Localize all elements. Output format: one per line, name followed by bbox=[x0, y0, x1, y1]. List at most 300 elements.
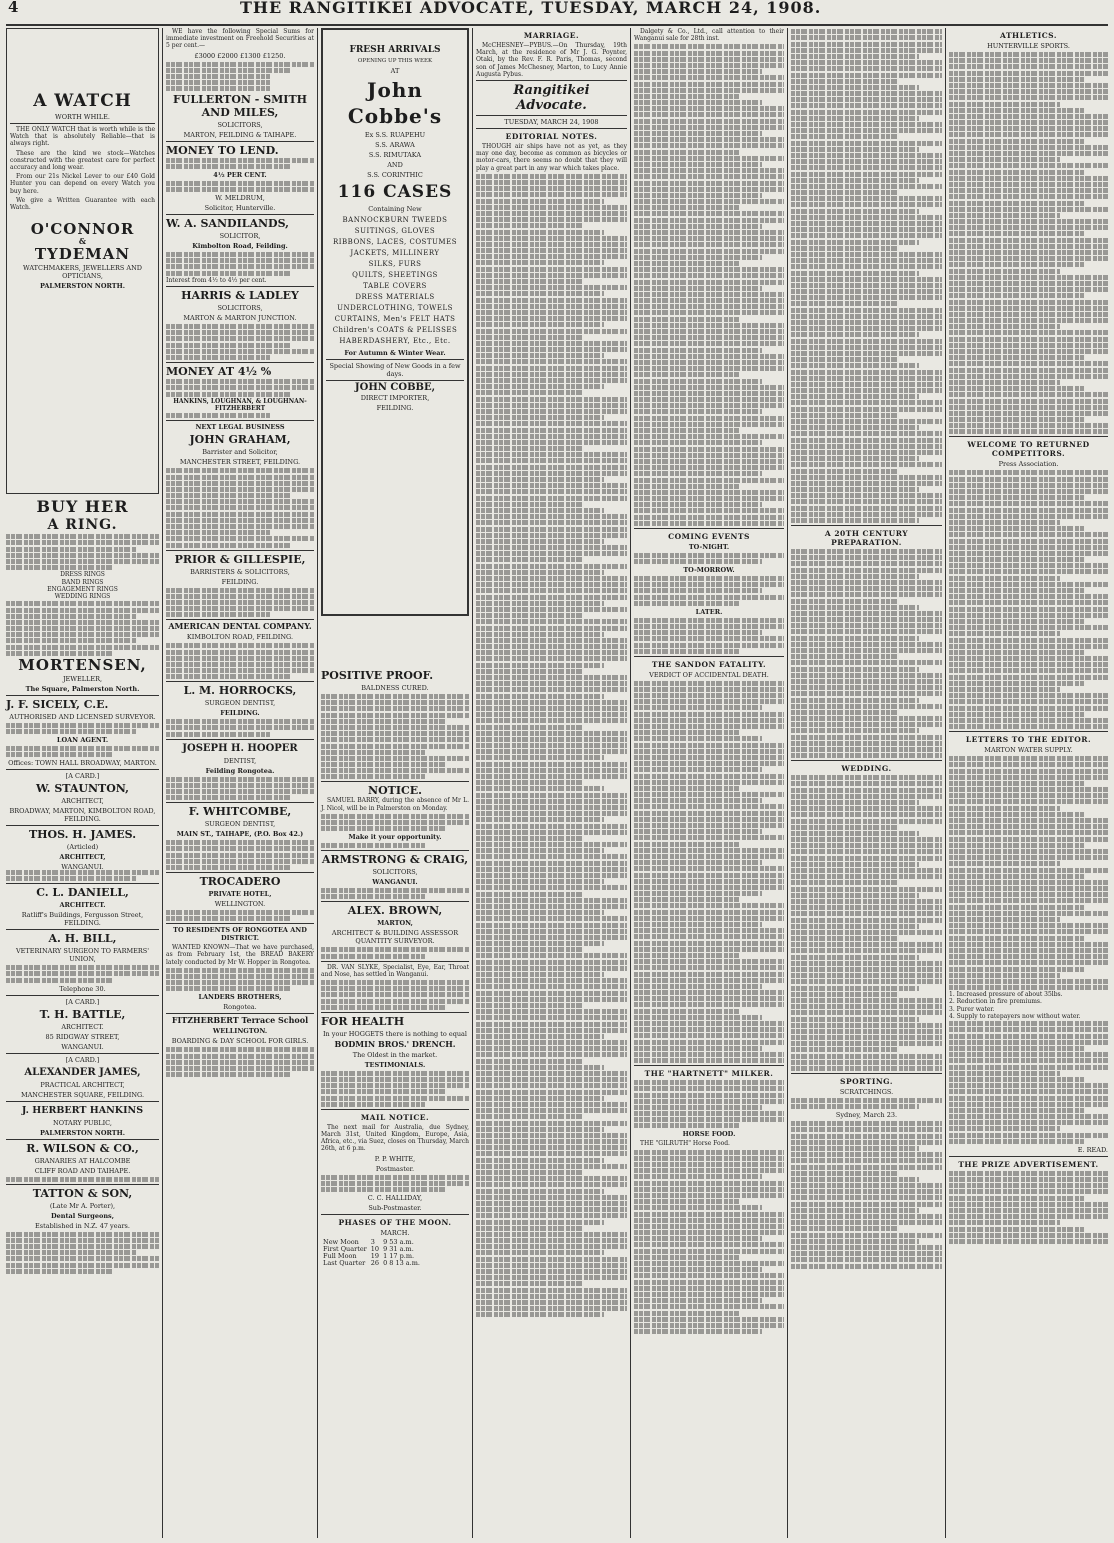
text-line bbox=[476, 1121, 627, 1126]
text-line bbox=[949, 1058, 1108, 1063]
text-line bbox=[791, 1264, 942, 1269]
text-line bbox=[791, 29, 942, 34]
text-line bbox=[949, 392, 1108, 397]
text-line bbox=[791, 1041, 942, 1046]
text-line bbox=[949, 1083, 1108, 1088]
text-line bbox=[949, 495, 1084, 500]
text-line bbox=[476, 1052, 627, 1057]
text-line bbox=[634, 984, 762, 989]
text-line bbox=[949, 775, 1108, 780]
text-line bbox=[634, 749, 784, 754]
tatton-name: TATTON & SON, bbox=[32, 1186, 133, 1200]
text-line bbox=[476, 848, 604, 853]
text-line bbox=[634, 366, 784, 371]
text-line bbox=[791, 141, 942, 146]
text-line bbox=[791, 781, 942, 786]
text-line bbox=[791, 979, 942, 984]
text-line bbox=[791, 215, 942, 220]
text-line bbox=[949, 231, 1084, 236]
hankins-name: J. HERBERT HANKINS bbox=[21, 1104, 144, 1116]
text-line bbox=[791, 116, 919, 121]
text-line bbox=[476, 1139, 627, 1144]
text-line bbox=[634, 786, 739, 791]
text-line bbox=[949, 312, 1108, 317]
text-line bbox=[476, 1220, 604, 1225]
page-number: 4 bbox=[8, 0, 19, 16]
century-preparation: A 20TH CENTURY PREPARATION. bbox=[824, 529, 909, 547]
text-line bbox=[949, 145, 1108, 150]
text-line bbox=[949, 638, 1108, 643]
bill-name: A. H. BILL, bbox=[48, 932, 117, 946]
text-line bbox=[476, 372, 627, 377]
alexjames-name: ALEXANDER JAMES, bbox=[24, 1066, 141, 1078]
text-line bbox=[949, 724, 1108, 729]
text-line bbox=[476, 533, 627, 538]
welcome-heading: WELCOME TO RETURNED COMPETITORS. bbox=[967, 440, 1090, 459]
text-line bbox=[949, 942, 1108, 947]
text-line bbox=[634, 1267, 762, 1272]
text-line bbox=[476, 211, 627, 216]
text-line bbox=[476, 1015, 627, 1020]
text-line bbox=[476, 527, 627, 532]
text-line bbox=[949, 954, 1108, 959]
text-line bbox=[949, 793, 1108, 798]
text-line bbox=[634, 1009, 739, 1014]
text-line bbox=[476, 1127, 604, 1132]
text-line bbox=[791, 1214, 942, 1219]
text-line bbox=[791, 555, 942, 560]
text-line bbox=[791, 184, 942, 189]
text-line bbox=[634, 780, 784, 785]
text-line bbox=[476, 638, 627, 643]
text-line bbox=[634, 521, 784, 526]
text-line bbox=[476, 1238, 627, 1243]
text-line bbox=[634, 379, 762, 384]
text-line bbox=[949, 818, 1108, 823]
text-line bbox=[949, 1220, 1060, 1225]
mail-notice: MAIL NOTICE. bbox=[360, 1112, 430, 1122]
text-line bbox=[634, 119, 784, 124]
text-line bbox=[949, 594, 1108, 599]
text-line bbox=[634, 131, 762, 136]
text-line bbox=[476, 1102, 627, 1107]
text-line bbox=[634, 317, 739, 322]
sandilands-name: W. A. SANDILANDS, bbox=[166, 217, 289, 231]
moon-title: PHASES OF THE MOON. bbox=[338, 1217, 452, 1227]
text-line bbox=[634, 143, 784, 148]
text-line bbox=[949, 1046, 1084, 1051]
text-line bbox=[949, 163, 1108, 168]
text-line bbox=[634, 230, 784, 235]
text-line bbox=[634, 996, 784, 1001]
text-line bbox=[476, 706, 627, 711]
text-line bbox=[791, 388, 942, 393]
text-line bbox=[791, 704, 942, 709]
text-line bbox=[949, 470, 1108, 475]
advocate-masthead: Rangitikei Advocate. bbox=[513, 83, 590, 114]
text-line bbox=[634, 928, 784, 933]
text-line bbox=[791, 1127, 942, 1132]
coming-events: COMING EVENTS bbox=[668, 531, 750, 541]
text-line bbox=[791, 642, 942, 647]
sandon-fatality: THE SANDON FATALITY. bbox=[651, 659, 767, 669]
text-line bbox=[476, 1059, 582, 1064]
text-line bbox=[791, 1047, 897, 1052]
text-line bbox=[476, 1244, 627, 1249]
text-line bbox=[791, 438, 942, 443]
text-line bbox=[791, 722, 942, 727]
text-line bbox=[949, 89, 1108, 94]
text-line bbox=[791, 1183, 942, 1188]
text-line bbox=[949, 201, 1084, 206]
header-rule bbox=[6, 24, 1108, 26]
text-line bbox=[476, 242, 627, 247]
text-line bbox=[791, 233, 942, 238]
text-line bbox=[949, 656, 1108, 661]
text-line bbox=[476, 236, 627, 241]
text-line bbox=[791, 1233, 942, 1238]
masthead-title: THE RANGITIKEI ADVOCATE, TUESDAY, MARCH 24, 1908. bbox=[240, 0, 822, 17]
text-line bbox=[791, 1004, 942, 1009]
text-line bbox=[476, 663, 604, 668]
text-line bbox=[476, 1046, 627, 1051]
text-line bbox=[476, 471, 627, 476]
text-line bbox=[476, 378, 627, 383]
text-line bbox=[476, 1096, 604, 1101]
text-line bbox=[949, 77, 1084, 82]
text-line bbox=[791, 794, 942, 799]
text-line bbox=[949, 1183, 1108, 1188]
text-line bbox=[949, 293, 1084, 298]
text-line bbox=[634, 1304, 784, 1309]
text-line bbox=[949, 545, 1108, 550]
text-line bbox=[476, 595, 627, 600]
text-line bbox=[949, 769, 1108, 774]
text-line bbox=[634, 1317, 784, 1322]
text-line bbox=[634, 137, 784, 142]
text-line bbox=[949, 687, 1060, 692]
text-line bbox=[634, 854, 784, 859]
prize-advert: THE PRIZE ADVERTISEMENT. bbox=[958, 1159, 1099, 1169]
text-line bbox=[476, 458, 627, 463]
text-line bbox=[634, 273, 784, 278]
text-line bbox=[476, 1028, 627, 1033]
text-line bbox=[791, 1023, 942, 1028]
text-line bbox=[476, 588, 627, 593]
text-line bbox=[634, 385, 784, 390]
text-line bbox=[791, 357, 897, 362]
text-line bbox=[791, 202, 942, 207]
text-line bbox=[634, 1261, 784, 1266]
text-line bbox=[949, 306, 1108, 311]
text-line bbox=[949, 1071, 1060, 1076]
text-line bbox=[476, 260, 604, 265]
text-line bbox=[949, 361, 1108, 366]
text-line bbox=[791, 654, 897, 659]
text-line bbox=[476, 353, 604, 358]
text-line bbox=[791, 400, 942, 405]
text-line bbox=[476, 836, 582, 841]
text-line bbox=[634, 341, 784, 346]
text-line bbox=[476, 1257, 627, 1262]
text-line bbox=[791, 905, 942, 910]
moon-table bbox=[321, 1239, 422, 1268]
text-line bbox=[634, 774, 784, 779]
column-6: A 20TH CENTURY PREPARATION. WEDDING. SPORTING. SCRATCHINGS. Sydney, March 23. bbox=[791, 28, 942, 1538]
text-line bbox=[949, 324, 1060, 329]
text-line bbox=[634, 502, 762, 507]
text-line bbox=[949, 1108, 1084, 1113]
text-line bbox=[634, 397, 784, 402]
text-line bbox=[476, 650, 627, 655]
text-line bbox=[634, 681, 784, 686]
text-line bbox=[949, 1120, 1108, 1125]
text-line bbox=[634, 1286, 784, 1291]
text-line bbox=[791, 800, 919, 805]
text-line bbox=[949, 787, 1108, 792]
text-line bbox=[791, 617, 942, 622]
text-line bbox=[791, 1066, 942, 1071]
text-line bbox=[949, 569, 1108, 574]
text-line bbox=[476, 904, 627, 909]
text-line bbox=[634, 490, 784, 495]
text-line bbox=[791, 868, 942, 873]
text-line bbox=[476, 774, 627, 779]
text-line bbox=[634, 699, 784, 704]
text-line bbox=[476, 626, 627, 631]
text-line bbox=[949, 855, 1108, 860]
text-line bbox=[949, 300, 1108, 305]
text-line bbox=[634, 885, 784, 890]
text-line bbox=[476, 421, 627, 426]
text-line bbox=[791, 258, 942, 263]
text-line bbox=[791, 103, 942, 108]
text-line bbox=[949, 244, 1108, 249]
text-line bbox=[476, 737, 627, 742]
text-line bbox=[791, 660, 942, 665]
text-line bbox=[634, 1205, 762, 1210]
fitzherbert-school: FITZHERBERT Terrace School bbox=[171, 1015, 309, 1026]
text-line bbox=[476, 316, 627, 321]
text-line bbox=[791, 85, 919, 90]
text-line bbox=[791, 673, 942, 678]
harris-name: HARRIS & LADLEY bbox=[181, 289, 299, 303]
text-line bbox=[634, 1002, 784, 1007]
text-line bbox=[791, 893, 919, 898]
text-line bbox=[634, 267, 784, 272]
text-line bbox=[949, 287, 1108, 292]
text-line bbox=[949, 1052, 1108, 1057]
text-line bbox=[476, 879, 604, 884]
text-line bbox=[634, 1150, 784, 1155]
text-line bbox=[634, 236, 784, 241]
text-line bbox=[791, 518, 919, 523]
text-line bbox=[949, 631, 1060, 636]
text-line bbox=[949, 219, 1108, 224]
text-line bbox=[791, 568, 942, 573]
text-line bbox=[949, 619, 1084, 624]
text-line bbox=[791, 1158, 942, 1163]
text-line bbox=[476, 434, 627, 439]
cobbe-advert: FRESH ARRIVALS OPENING UP THIS WEEK AT John Cobbe's Ex S.S. RUAPEHU S.S. ARAWA S.S. RIMUTAKA AND S.S. CORINTHIC 116 CASES Containing New BANNOCKBURN TWEEDS SUITINGS, GLOVES RIBBONS, LACES, COSTUMES JACKETS, MILLINERY SILKS, FURS QUILTS, SHEETINGS TABLE COVERS DRESS MATERIALS UNDERCLOTHING, TOWELS CURTAINS, Men's FELT HATS Children's COATS & PELISSES HABERDASHERY, Etc., Etc. For Autumn & Winter Wear. Special Showing of New Goods in a few days. JOHN COBBE, DIRECT IMPORTER, FEILDING. bbox=[321, 28, 469, 616]
text-line bbox=[476, 656, 627, 661]
text-line bbox=[476, 786, 604, 791]
text-line bbox=[949, 132, 1108, 137]
text-line bbox=[634, 484, 739, 489]
text-line bbox=[476, 910, 604, 915]
text-line bbox=[791, 605, 919, 610]
text-line bbox=[949, 1040, 1108, 1045]
text-line bbox=[949, 520, 1060, 525]
text-line bbox=[476, 1034, 604, 1039]
fullerton-name: FULLERTON - SMITH AND MILES, bbox=[172, 92, 308, 119]
text-line bbox=[634, 718, 784, 723]
text-line bbox=[949, 756, 1108, 761]
text-line bbox=[476, 725, 582, 730]
text-line bbox=[476, 1114, 582, 1119]
text-line bbox=[476, 366, 627, 371]
text-line bbox=[791, 240, 919, 245]
cases-count: 116 CASES bbox=[337, 182, 453, 202]
column-5: Dalgety & Co., Ltd., call attention to their Wanganui sale for 28th inst. COMING EVENTS TO-NIGHT. TO-MORROW. LATER. THE SANDON FATALITY. VERDICT OF ACCIDENTAL DEATH. THE "HARTNETT" MILKER. HORSE FOOD. THE "GILRUTH" Horse Food. bbox=[634, 28, 784, 1538]
text-line bbox=[949, 551, 1108, 556]
text-line bbox=[476, 520, 627, 525]
text-line bbox=[949, 532, 1108, 537]
column-divider bbox=[630, 28, 631, 1538]
text-line bbox=[476, 755, 604, 760]
text-line bbox=[634, 360, 784, 365]
text-line bbox=[634, 829, 762, 834]
text-line bbox=[476, 582, 627, 587]
text-line bbox=[949, 182, 1108, 187]
text-line bbox=[791, 425, 919, 430]
text-line bbox=[791, 314, 942, 319]
text-line bbox=[791, 320, 942, 325]
text-line bbox=[791, 691, 942, 696]
text-line bbox=[476, 898, 627, 903]
text-line bbox=[949, 911, 1108, 916]
text-line bbox=[791, 277, 942, 282]
text-line bbox=[634, 112, 784, 117]
text-line bbox=[949, 318, 1108, 323]
text-line bbox=[634, 211, 784, 216]
text-line bbox=[634, 798, 762, 803]
watch-subtitle: WORTH WHILE. bbox=[55, 113, 110, 121]
text-line bbox=[476, 298, 627, 303]
text-line bbox=[476, 440, 627, 445]
text-line bbox=[476, 743, 627, 748]
text-line bbox=[634, 88, 784, 93]
text-line bbox=[476, 935, 627, 940]
text-line bbox=[476, 644, 627, 649]
text-line bbox=[634, 515, 784, 520]
text-line bbox=[949, 225, 1108, 230]
text-line bbox=[476, 1164, 627, 1169]
text-line bbox=[791, 91, 942, 96]
athletics-heading: ATHLETICS. bbox=[1000, 31, 1057, 40]
text-line bbox=[791, 264, 942, 269]
text-line bbox=[476, 953, 627, 958]
text-line bbox=[476, 1226, 582, 1231]
text-line bbox=[476, 279, 582, 284]
text-line bbox=[791, 493, 942, 498]
text-line bbox=[791, 1165, 942, 1170]
text-line bbox=[949, 563, 1108, 568]
text-line bbox=[949, 477, 1108, 482]
text-line bbox=[791, 326, 942, 331]
text-line bbox=[949, 886, 1108, 891]
text-line bbox=[791, 413, 897, 418]
text-line bbox=[791, 332, 919, 337]
text-line bbox=[949, 582, 1108, 587]
text-line bbox=[476, 1083, 627, 1088]
text-line bbox=[634, 1298, 762, 1303]
text-line bbox=[476, 811, 627, 816]
text-line bbox=[949, 936, 1084, 941]
text-line bbox=[791, 819, 942, 824]
text-line bbox=[791, 1226, 897, 1231]
text-line bbox=[791, 918, 942, 923]
text-line bbox=[476, 1275, 627, 1280]
text-line bbox=[476, 205, 627, 210]
text-line bbox=[791, 942, 942, 947]
text-line bbox=[476, 1040, 627, 1045]
text-line bbox=[476, 397, 627, 402]
text-line bbox=[791, 911, 942, 916]
text-line bbox=[949, 539, 1108, 544]
text-line bbox=[634, 329, 784, 334]
mortensen-name: MORTENSEN, bbox=[18, 656, 147, 674]
text-line bbox=[791, 629, 942, 634]
text-line bbox=[634, 990, 784, 995]
text-line bbox=[949, 625, 1108, 630]
text-line bbox=[949, 1102, 1108, 1107]
money-to-lend: MONEY TO LEND. bbox=[166, 143, 279, 157]
text-line bbox=[634, 879, 784, 884]
sicely-name: J. F. SICELY, C.E. bbox=[6, 698, 109, 711]
text-line bbox=[634, 953, 739, 958]
text-line bbox=[634, 712, 784, 717]
text-line bbox=[949, 1214, 1108, 1219]
text-line bbox=[634, 63, 784, 68]
text-line bbox=[634, 959, 784, 964]
text-line bbox=[634, 292, 784, 297]
text-line bbox=[791, 936, 897, 941]
text-line bbox=[476, 223, 582, 228]
text-line bbox=[791, 728, 919, 733]
text-line bbox=[949, 1034, 1108, 1039]
text-line bbox=[634, 823, 784, 828]
text-line bbox=[949, 405, 1108, 410]
text-line bbox=[476, 180, 627, 185]
text-line bbox=[476, 254, 627, 259]
text-line bbox=[634, 947, 784, 952]
text-line bbox=[476, 273, 627, 278]
text-line bbox=[791, 35, 942, 40]
text-line bbox=[791, 351, 942, 356]
text-line bbox=[949, 699, 1108, 704]
text-line bbox=[476, 799, 627, 804]
text-line bbox=[949, 799, 1108, 804]
text-line bbox=[949, 967, 1084, 972]
text-line bbox=[949, 386, 1084, 391]
text-line bbox=[949, 1133, 1108, 1138]
text-line bbox=[949, 650, 1084, 655]
text-line bbox=[476, 762, 627, 767]
text-line bbox=[634, 57, 784, 62]
text-line bbox=[949, 355, 1084, 360]
text-line bbox=[791, 1146, 919, 1151]
